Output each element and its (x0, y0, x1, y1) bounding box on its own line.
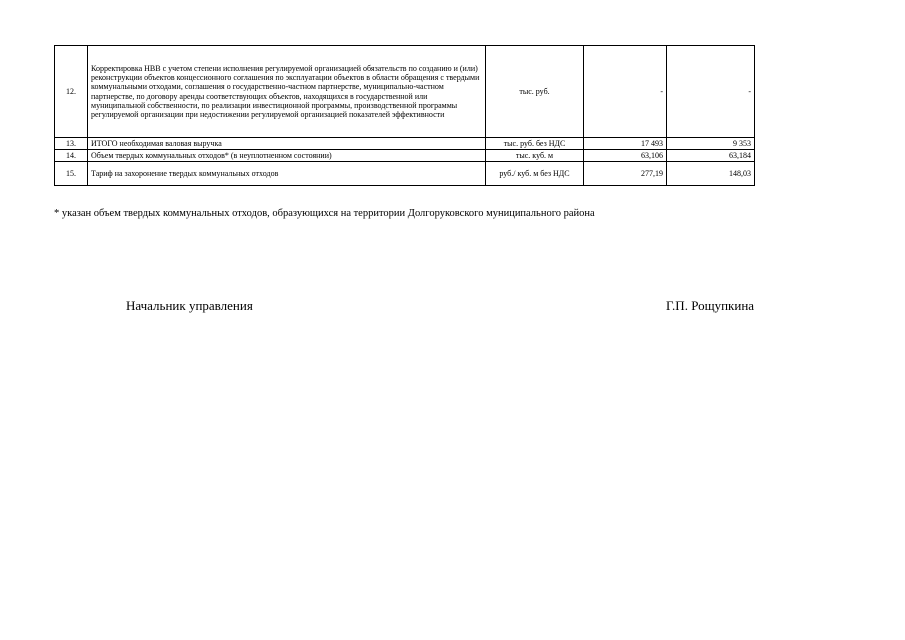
row-name: Объем твердых коммунальных отходов* (в неуплотненном состоянии) (88, 150, 486, 162)
row-name: Корректировка НВВ с учетом степени исполнения регулируемой организацией обязательств по созданию и (или) реконструкции объектов концессионного соглашения по эксплуатации объектов в области обращения с твердыми коммунальными отходами, соглашения о государственно-частном партнерстве, муниципально-частном партнерстве, по договору аренды соответствующих объектов, находящихся в государственной или муниципальной собственности, по реализации инвестиционной программы, производственной программы регулируемой организации при недостижении регулируемой организацией показателей эффективности (88, 46, 486, 138)
row-value-2: 9 353 (667, 138, 755, 150)
row-value-1: - (584, 46, 667, 138)
row-value-1: 277,19 (584, 162, 667, 186)
row-number: 12. (55, 46, 88, 138)
tariff-table (54, 45, 755, 186)
row-value-2: 63,184 (667, 150, 755, 162)
table-row (55, 46, 755, 138)
footnote: * указан объем твердых коммунальных отходов, образующихся на территории Долгоруковского муниципального района (54, 208, 595, 219)
row-unit: руб./ куб. м без НДС (486, 162, 584, 186)
signature-position: Начальник управления (126, 298, 253, 313)
table-row (55, 162, 755, 186)
row-name: ИТОГО необходимая валовая выручка (88, 138, 486, 150)
row-unit: тыс. руб. без НДС (486, 138, 584, 150)
row-unit: тыс. куб. м (486, 150, 584, 162)
row-value-1: 63,106 (584, 150, 667, 162)
row-unit: тыс. руб. (486, 46, 584, 138)
row-number: 13. (55, 138, 88, 150)
row-value-2: 148,03 (667, 162, 755, 186)
signature-name: Г.П. Рощупкина (666, 298, 755, 313)
row-number: 15. (55, 162, 88, 186)
row-value-1: 17 493 (584, 138, 667, 150)
row-value-2: - (667, 46, 755, 138)
table-row (55, 138, 755, 150)
row-number: 14. (55, 150, 88, 162)
row-name: Тариф на захоронение твердых коммунальных отходов (88, 162, 486, 186)
table-row (55, 150, 755, 162)
